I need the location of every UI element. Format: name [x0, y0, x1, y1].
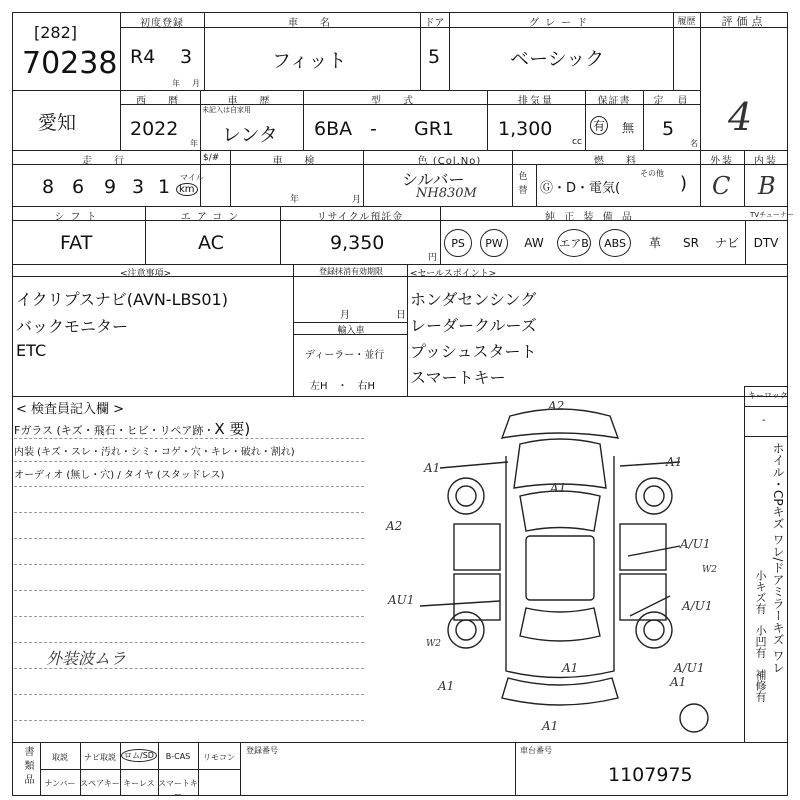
exterior-label: 外装	[710, 156, 734, 167]
ac: AC	[198, 232, 224, 254]
fuel-label: 燃 料	[594, 156, 642, 167]
mileage-digit-1: 8	[42, 176, 55, 198]
chassis-number: 1107975	[608, 764, 693, 786]
year-unit: 年	[172, 79, 180, 88]
keylock-value: -	[762, 415, 766, 426]
inspection-title: < 検査員記入欄 >	[16, 402, 125, 417]
doc-manual: 取説	[52, 753, 68, 762]
sales-label: <セールスポイント>	[410, 269, 497, 279]
fuel-close: )	[680, 173, 688, 194]
equip-pw: PW	[480, 229, 508, 257]
mileage-label: 走 行	[82, 156, 130, 167]
damage-mark-1: A2	[548, 399, 565, 413]
reg-expiry-label: 登録抹消有効期限	[319, 267, 383, 276]
damage-mark-4: A1	[666, 455, 683, 469]
eval-label: 評価点	[721, 15, 767, 28]
exterior-grade: C	[712, 172, 731, 200]
model-dash: -	[370, 118, 377, 140]
inspection-year-unit: 年	[290, 195, 300, 205]
shift: FAT	[60, 232, 93, 254]
color-change-label: 色替	[518, 172, 528, 196]
damage-mark-8: AU1	[388, 593, 415, 607]
doc-navi-manual: ナビ取説	[84, 753, 116, 762]
damage-mark-14: A1	[670, 675, 687, 689]
damage-mark-15: A1	[542, 719, 559, 733]
interior-line: 内装 (キズ・スレ・汚れ・シミ・コゲ・穴・キレ・破れ・割れ)	[14, 447, 295, 458]
damage-mark-10: W2	[426, 639, 441, 649]
tv-tuner-label: TVチューナー	[750, 211, 794, 219]
equip-leather: 革	[648, 236, 661, 250]
equip-sunroof: SR	[683, 236, 699, 250]
sales-item-4: スマートキー	[410, 368, 506, 387]
mile-label: マイル	[180, 173, 204, 182]
doc-rom-sd: ロム/SD	[120, 749, 158, 762]
shift-label: シフト	[54, 212, 103, 223]
seireki: 2022	[130, 118, 179, 140]
interior-grade: B	[758, 172, 776, 200]
capacity-label: 定 員	[653, 96, 690, 107]
first-reg-label: 初度登録	[140, 18, 184, 29]
equipment-label: 純 正 装 備 品	[545, 212, 635, 223]
history-label: 履歴	[677, 17, 696, 27]
mileage-digit-3: 9	[104, 176, 117, 198]
region: 愛知	[38, 112, 77, 134]
caution-item-3: ETC	[16, 341, 47, 360]
seireki-year-unit: 年	[190, 139, 198, 148]
history-note: 未記入は自家用	[202, 106, 251, 114]
model-code: GR1	[414, 118, 455, 140]
color-code: NH830M	[416, 186, 477, 201]
doc-number-plate: ナンバー	[44, 779, 76, 788]
damage-mark-7: W2	[702, 565, 717, 575]
month-unit: 月	[192, 79, 200, 88]
warranty-no: 無	[622, 121, 635, 135]
doors: 5	[428, 46, 441, 68]
displacement-label: 排気量	[518, 96, 554, 107]
handwritten-note: 外装波ムラ	[46, 649, 127, 668]
import-label: 輸入車	[337, 326, 365, 336]
fuel-other: その他	[640, 169, 664, 178]
km-label: km	[176, 183, 198, 196]
first-reg-month: 3	[180, 46, 193, 68]
caution-item-1: イクリプスナビ(AVN-LBS01)	[16, 290, 228, 309]
sales-item-3: プッシュスタート	[410, 342, 537, 361]
color-name: シルバー	[402, 170, 465, 189]
warranty-label: 保証書	[597, 96, 631, 107]
recycle-label: リサイクル預託金	[316, 212, 404, 223]
inspection-label: 車 検	[272, 156, 321, 167]
car-damage-diagram	[380, 396, 740, 742]
doc-keyless: キーレス	[123, 779, 155, 788]
inspection-month-unit: 月	[352, 195, 362, 205]
chassis-label: 車台番号	[520, 746, 552, 755]
inspection-side-note: ホイル・CPキズ ワレ/ドアミラーキズ ワレ	[771, 442, 785, 674]
caution-item-2: バックモニター	[16, 317, 129, 336]
fuel-options: Ⓖ・D・電気(	[540, 181, 621, 196]
damage-mark-5: A2	[386, 519, 403, 533]
reg-number-label: 登録番号	[246, 746, 278, 755]
sales-item-1: ホンダセンシング	[410, 290, 537, 309]
ac-label: エアコン	[180, 212, 245, 223]
eval-score: 4	[728, 95, 753, 139]
keylock-label: キーロック	[748, 391, 788, 400]
caution-label: <注意事項>	[120, 269, 172, 279]
damage-mark-2: A1	[424, 461, 441, 475]
warranty-yes: 有	[590, 116, 608, 135]
model-prefix: 6BA	[314, 118, 353, 140]
sales-item-2: レーダークルーズ	[410, 316, 537, 335]
recycle-fee: 9,350	[330, 232, 385, 254]
import-side: 左H ・ 右H	[310, 381, 376, 392]
interior-label: 内装	[754, 156, 778, 167]
reg-day-unit: 日	[396, 310, 406, 321]
cc-unit: cc	[572, 137, 582, 147]
equip-dtv: DTV	[753, 236, 779, 250]
audio-tire-line: オーディオ (無し・穴) / タイヤ (スタッドレス)	[14, 470, 225, 481]
doc-spare-key: スペアキー	[80, 779, 120, 788]
equip-airbag: エアB	[557, 229, 591, 257]
capacity: 5	[662, 118, 675, 140]
seireki-label: 西 暦	[136, 96, 184, 107]
doc-remote: リモコン	[203, 753, 235, 762]
damage-mark-12: A1	[438, 679, 455, 693]
reg-month-unit: 月	[340, 310, 350, 321]
capacity-unit: 名	[690, 139, 698, 148]
damage-mark-11: A1	[562, 661, 579, 675]
docs-label: 書類品	[22, 746, 33, 788]
displacement: 1,300	[498, 118, 553, 140]
lot-bracket: [282]	[34, 23, 78, 42]
damage-mark-9: A/U1	[682, 599, 713, 613]
yen-unit: 円	[428, 253, 438, 263]
meter-label: $/#	[203, 153, 220, 163]
lot-number: 70238	[22, 46, 118, 81]
mileage-digit-2: 6	[72, 176, 85, 198]
inspection-side-note-2: 小キズ有 小凹有 補修有	[754, 570, 767, 702]
doc-bcas: B-CAS	[165, 752, 191, 761]
equip-navi: ナビ	[714, 236, 739, 250]
vehicle-history: レンタ	[222, 124, 278, 146]
color-label: 色 (Col.No)	[417, 156, 482, 167]
import-dealer: ディーラー・並行	[305, 350, 385, 361]
fglass-line: Fガラス (キズ・飛石・ヒビ・リペア跡・X 要)	[14, 420, 251, 438]
grade-label: グレード	[529, 18, 593, 29]
equip-abs: ABS	[599, 229, 631, 257]
door-label: ドア	[424, 18, 445, 29]
doc-smart-key: スマートキー	[158, 779, 198, 799]
car-name: フィット	[272, 50, 347, 72]
first-reg-era: R4	[130, 46, 156, 68]
grade: ベーシック	[510, 48, 605, 70]
mileage-digit-4: 3	[132, 176, 145, 198]
car-name-label: 車 名	[288, 18, 336, 29]
vehicle-history-label: 車 歴	[227, 96, 276, 107]
damage-mark-6: A/U1	[680, 537, 711, 551]
model-label: 型 式	[371, 96, 419, 107]
damage-mark-13: A/U1	[674, 661, 705, 675]
equip-ps: PS	[444, 229, 472, 257]
equip-aw: AW	[524, 236, 544, 250]
mileage-digit-5: 1	[158, 176, 171, 198]
damage-mark-3: A1	[550, 481, 567, 495]
